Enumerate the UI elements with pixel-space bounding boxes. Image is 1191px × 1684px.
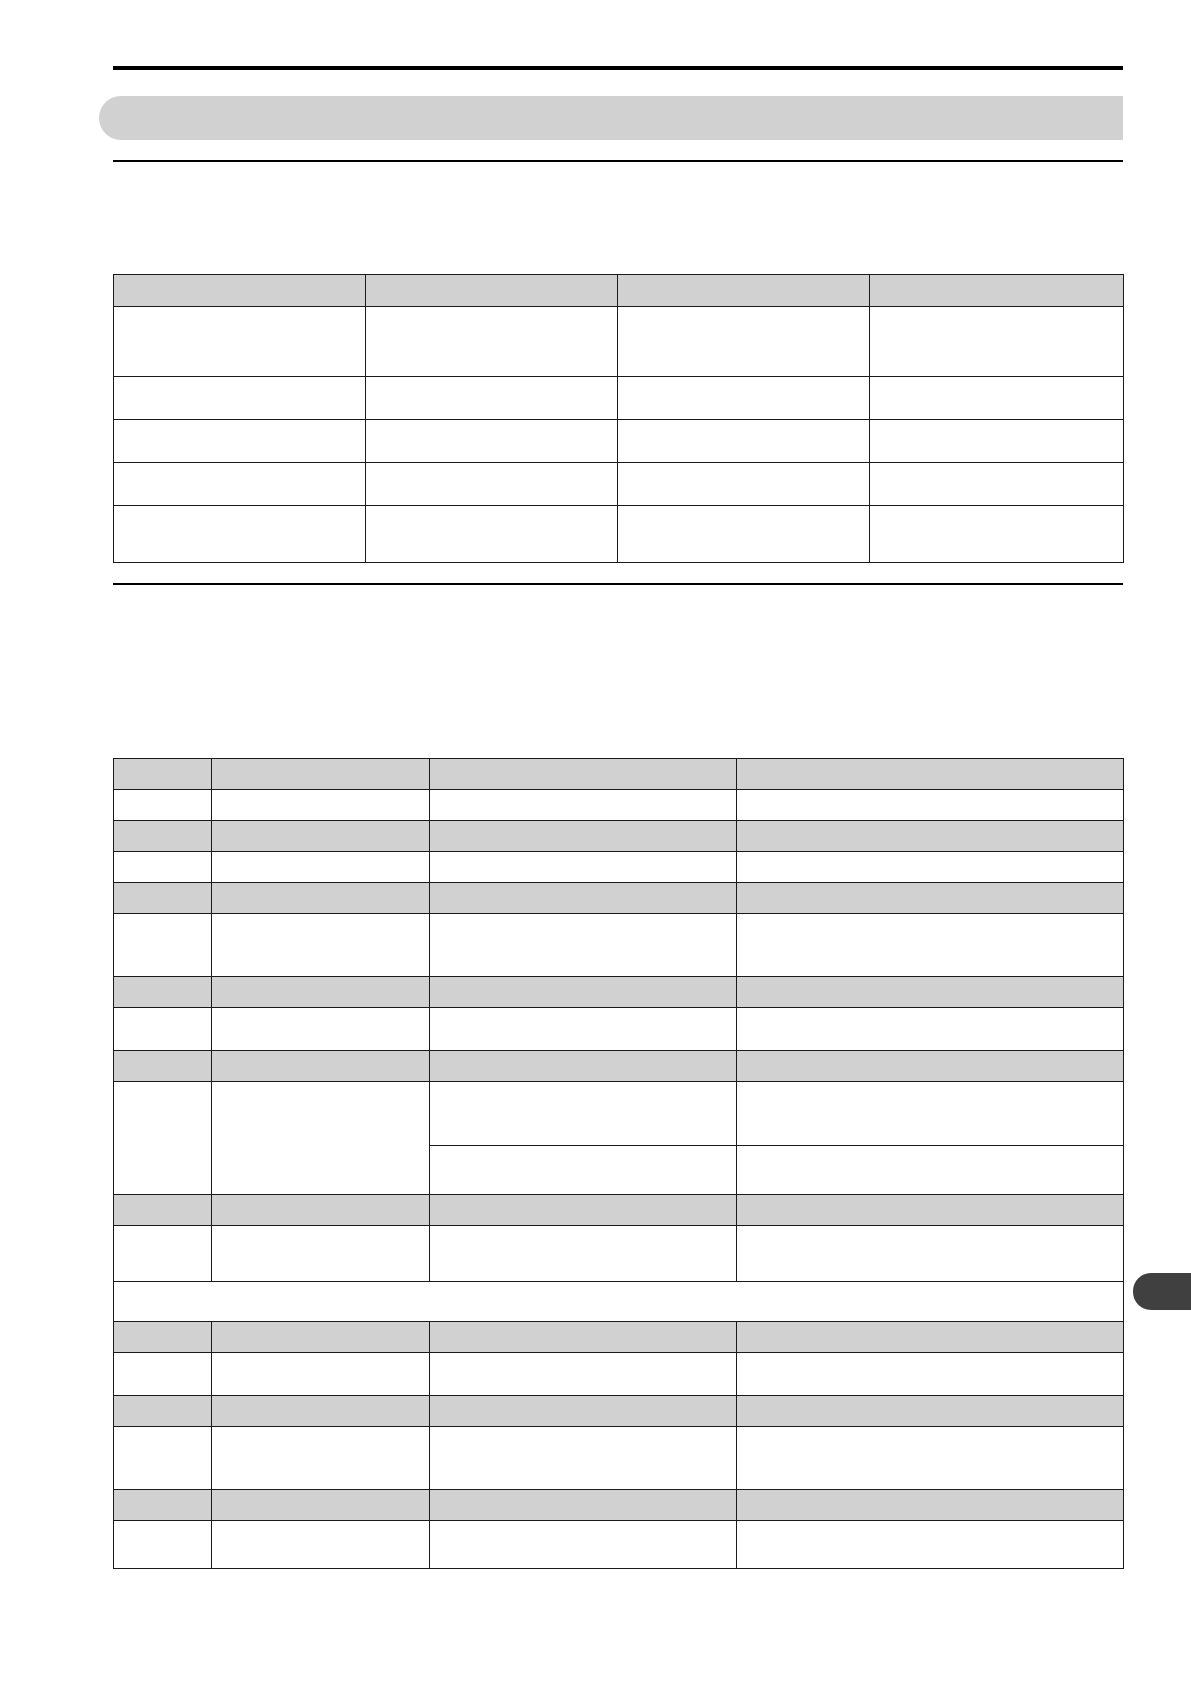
section-divider <box>113 583 1123 585</box>
table-cell <box>430 914 737 977</box>
table-cell <box>114 1226 212 1282</box>
table-cell <box>618 307 870 377</box>
table-cell <box>114 506 366 563</box>
table-cell <box>618 377 870 420</box>
table-cell <box>212 1353 430 1396</box>
table-cell <box>737 1051 1124 1082</box>
table-cell <box>212 1008 430 1051</box>
table-cell <box>212 883 430 914</box>
header-rule <box>113 66 1123 70</box>
table-cell <box>430 1146 737 1195</box>
parameter-table <box>113 758 1124 1569</box>
table-cell <box>114 1008 212 1051</box>
table-cell <box>430 1427 737 1490</box>
table-cell <box>737 1427 1124 1490</box>
table-cell <box>430 790 737 821</box>
table-row <box>114 1521 1124 1569</box>
table-cell <box>114 852 212 883</box>
table-cell <box>430 1521 737 1569</box>
table-cell <box>212 1396 430 1427</box>
chapter-tab <box>1133 1273 1191 1310</box>
table-row <box>114 377 1124 420</box>
table-cell <box>114 1353 212 1396</box>
table-cell <box>430 1051 737 1082</box>
table-cell <box>114 1195 212 1226</box>
table-cell <box>737 852 1124 883</box>
table-shaded-row <box>114 1322 1124 1353</box>
header-cell <box>618 275 870 307</box>
section-banner <box>99 96 1123 140</box>
table-cell <box>430 1226 737 1282</box>
table-cell <box>618 506 870 563</box>
table-cell <box>430 821 737 852</box>
table-cell <box>114 821 212 852</box>
table-cell <box>114 420 366 463</box>
table-header-row <box>114 275 1124 307</box>
table-cell <box>737 1490 1124 1521</box>
table-cell <box>737 1353 1124 1396</box>
table-cell <box>114 1490 212 1521</box>
table-cell <box>212 1427 430 1490</box>
table-cell <box>212 852 430 883</box>
table-cell <box>430 883 737 914</box>
table-cell <box>737 1521 1124 1569</box>
table-row <box>114 1226 1124 1282</box>
table-cell <box>737 1322 1124 1353</box>
specification-table <box>113 274 1124 563</box>
table-cell <box>114 1051 212 1082</box>
table-cell <box>114 1396 212 1427</box>
table-row <box>114 1427 1124 1490</box>
table-cell <box>737 790 1124 821</box>
table-cell <box>114 977 212 1008</box>
table-row <box>114 1008 1124 1051</box>
table-cell <box>870 506 1124 563</box>
table-row <box>114 1082 1124 1146</box>
header-cell <box>366 275 618 307</box>
table-cell <box>737 914 1124 977</box>
table-row <box>114 420 1124 463</box>
table-cell <box>114 463 366 506</box>
table-cell <box>430 1008 737 1051</box>
table-cell <box>366 307 618 377</box>
header-cell <box>114 275 366 307</box>
table-cell <box>212 790 430 821</box>
table-shaded-row <box>114 1490 1124 1521</box>
table-cell <box>114 1521 212 1569</box>
header-cell <box>870 275 1124 307</box>
table-cell <box>212 1082 430 1195</box>
table-cell <box>212 977 430 1008</box>
table-cell <box>737 1146 1124 1195</box>
table-cell <box>114 914 212 977</box>
table-row <box>114 914 1124 977</box>
table-note-row <box>114 1282 1124 1322</box>
table-cell <box>114 377 366 420</box>
table-cell <box>366 377 618 420</box>
section-divider <box>113 160 1123 162</box>
table-cell <box>430 1396 737 1427</box>
table-cell <box>737 883 1124 914</box>
table-cell <box>366 506 618 563</box>
header-cell <box>212 759 430 790</box>
table-cell <box>737 1226 1124 1282</box>
header-cell <box>114 759 212 790</box>
table-row <box>114 790 1124 821</box>
table-cell <box>212 1322 430 1353</box>
table-cell <box>618 420 870 463</box>
table-cell <box>430 1082 737 1146</box>
table-cell <box>430 1353 737 1396</box>
table-cell <box>870 463 1124 506</box>
table-cell <box>430 1490 737 1521</box>
table-cell <box>114 307 366 377</box>
table-row <box>114 852 1124 883</box>
header-cell <box>430 759 737 790</box>
table-cell <box>870 420 1124 463</box>
table-shaded-row <box>114 821 1124 852</box>
table-cell <box>737 1396 1124 1427</box>
table-cell <box>737 977 1124 1008</box>
table-cell <box>114 883 212 914</box>
table-cell <box>737 821 1124 852</box>
table-cell <box>114 1322 212 1353</box>
table-cell <box>430 977 737 1008</box>
table-cell <box>737 1195 1124 1226</box>
header-cell <box>737 759 1124 790</box>
table-shaded-row <box>114 977 1124 1008</box>
table-cell <box>212 1051 430 1082</box>
table-cell <box>618 463 870 506</box>
table-cell <box>212 1521 430 1569</box>
table-cell <box>737 1082 1124 1146</box>
table-row <box>114 307 1124 377</box>
table-shaded-row <box>114 1195 1124 1226</box>
table-cell <box>114 1427 212 1490</box>
table-shaded-row <box>114 1396 1124 1427</box>
table-row <box>114 1353 1124 1396</box>
table-shaded-row <box>114 1051 1124 1082</box>
table-shaded-row <box>114 883 1124 914</box>
table-row <box>114 506 1124 563</box>
table-cell <box>212 1195 430 1226</box>
table-cell <box>114 1082 212 1195</box>
table-cell <box>114 790 212 821</box>
table-cell <box>430 1195 737 1226</box>
table-cell <box>212 1226 430 1282</box>
table-cell <box>366 463 618 506</box>
table-cell <box>366 420 618 463</box>
table-cell <box>212 821 430 852</box>
table-cell <box>430 852 737 883</box>
table-cell <box>870 307 1124 377</box>
table-cell <box>430 1322 737 1353</box>
table-cell <box>870 377 1124 420</box>
table-row <box>114 463 1124 506</box>
table-cell <box>737 1008 1124 1051</box>
table-cell <box>212 914 430 977</box>
table-header-row <box>114 759 1124 790</box>
table-cell <box>212 1490 430 1521</box>
table-note-cell <box>114 1282 1124 1322</box>
